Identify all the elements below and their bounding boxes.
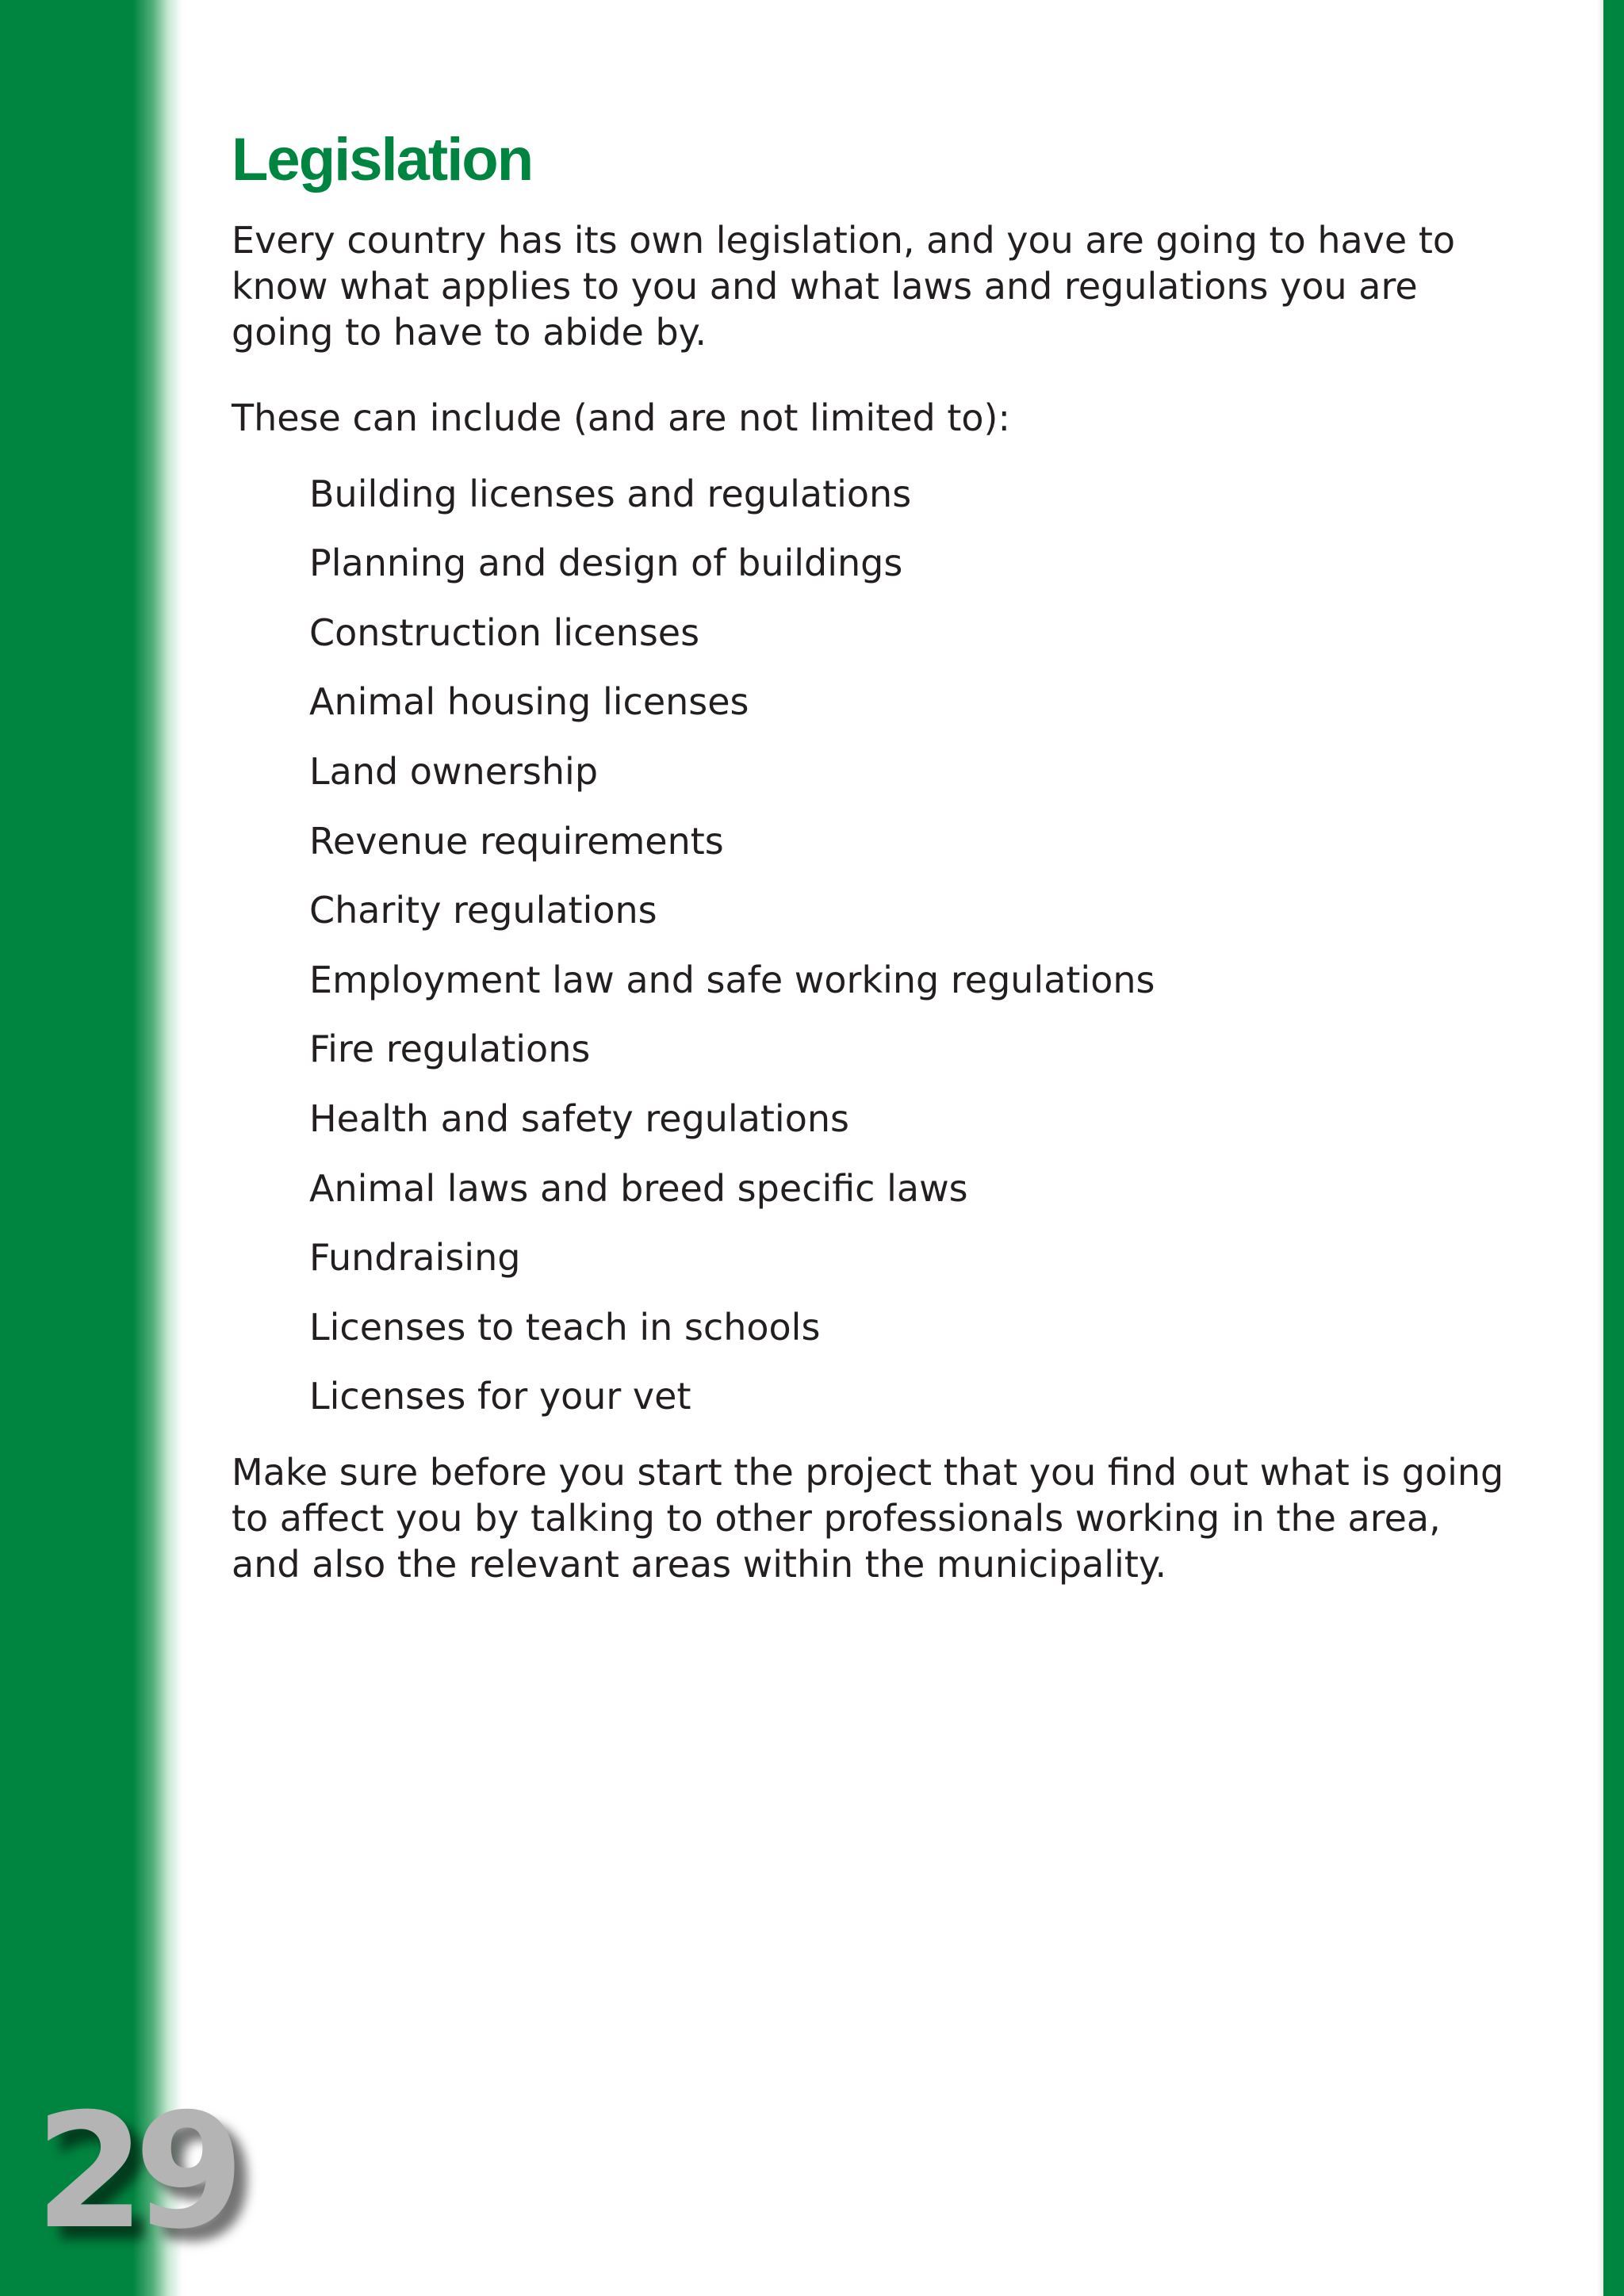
list-item: Fundraising (309, 1236, 521, 1280)
closing-paragraph: Make sure before you start the project that you find out what is going to affect you by talking to other professionals working in the area, and also the relevant areas within the municipality. (232, 1451, 1504, 1586)
list-intro-paragraph: These can include (and are not limited to): (232, 396, 1010, 439)
list-item: Construction licenses (309, 610, 700, 654)
list-item: Licenses for your vet (309, 1375, 691, 1418)
right-green-strip (1603, 0, 1624, 2296)
list-item: Animal housing licenses (309, 680, 749, 724)
page-content (232, 127, 1516, 1627)
left-green-band (0, 0, 182, 2296)
page-title: Legislation (232, 126, 533, 193)
page-number: 29 (35, 2080, 234, 2264)
list-item: Planning and design of buildings (309, 541, 903, 585)
list-item: Employment law and safe working regulations (309, 958, 1155, 1001)
list-item: Licenses to teach in schools (309, 1305, 821, 1349)
list-item: Fire regulations (309, 1027, 591, 1071)
regulations-list (232, 471, 1516, 1420)
list-item: Building licenses and regulations (309, 472, 912, 515)
list-item: Health and safety regulations (309, 1096, 849, 1140)
list-item: Animal laws and breed specific laws (309, 1166, 968, 1210)
right-edge-shade (1597, 0, 1603, 2296)
list-item: Revenue requirements (309, 819, 724, 863)
list-item: Land ownership (309, 749, 599, 793)
list-item: Charity regulations (309, 889, 657, 932)
intro-paragraph: Every country has its own legislation, and you are going to have to know what applies to you and what laws and regulations you are going to have to abide by. (232, 218, 1455, 354)
